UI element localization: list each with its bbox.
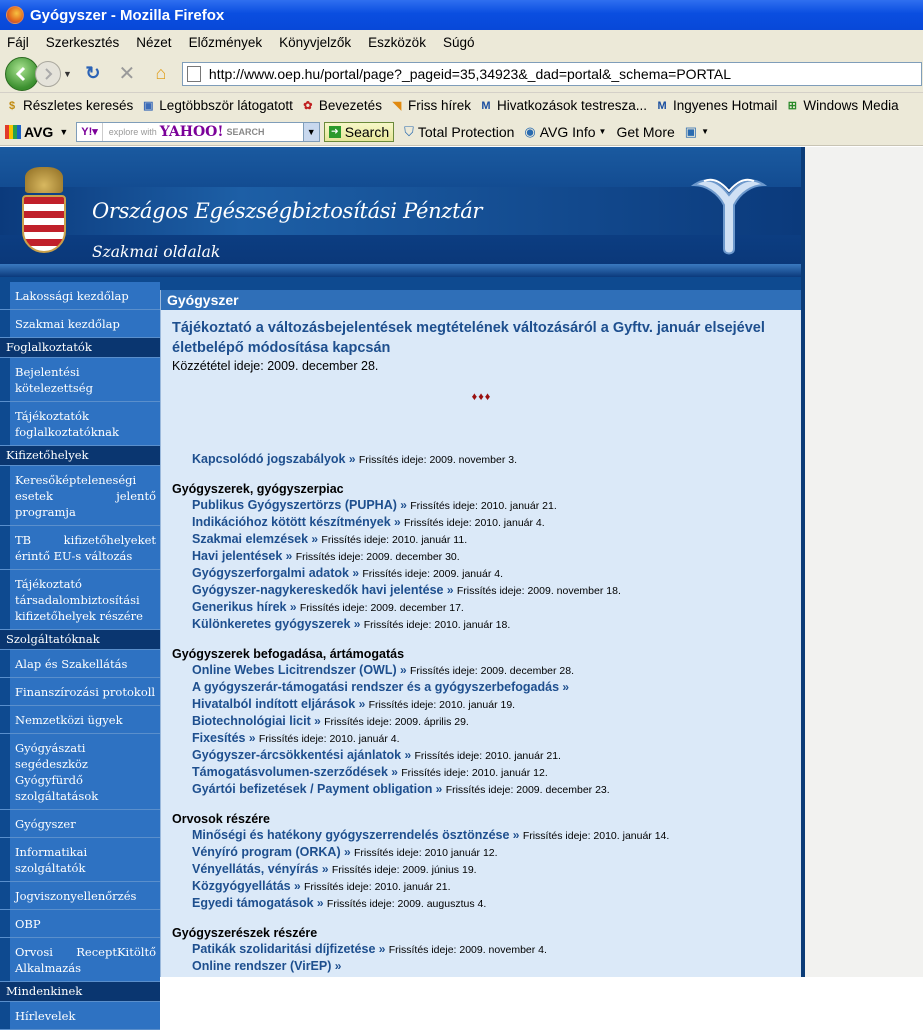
content-link[interactable]: Online rendszer (VirEP) [192, 959, 332, 973]
list-item [172, 696, 791, 713]
list-item [172, 730, 791, 747]
section-heading: Gyógyszerészek részére [172, 926, 318, 940]
raquo-icon: » [355, 697, 369, 711]
yahoo-dropdown-icon[interactable]: ▼ [303, 123, 319, 141]
site-frame [0, 147, 805, 1023]
raquo-icon: » [331, 959, 342, 973]
sidebar-item[interactable]: Gyógyászati segédeszköz Gyógyfürdő szolgáltatások [0, 734, 160, 810]
raquo-icon: » [375, 942, 389, 956]
sidebar-item[interactable]: Keresőképteleneségi esetek jelentő programja [0, 466, 160, 526]
list-item [172, 878, 791, 895]
update-date: Frissítés ideje: 2009. december 23. [445, 784, 610, 796]
sidebar-section-heading: Szolgáltatóknak [0, 630, 160, 650]
list-item [172, 662, 791, 679]
list-item [172, 844, 791, 861]
site-title: Országos Egészségbiztosítási Pénztár [92, 199, 483, 223]
update-date: Frissítés ideje: 2010. január 18. [363, 619, 511, 631]
content-link[interactable]: Indikációhoz kötött készítmények [192, 515, 391, 529]
bookmark-item[interactable]: ✿ Bevezetés [301, 98, 382, 113]
section-heading: Gyógyszerek, gyógyszerpiac [172, 482, 344, 496]
list-item [172, 827, 791, 844]
page-icon: ▣ [143, 99, 154, 112]
reload-icon[interactable]: ↻ [85, 63, 101, 83]
raquo-icon: » [509, 828, 523, 842]
link-section [172, 451, 791, 468]
update-date: Frissítés ideje: 2009. december 28. [410, 665, 575, 677]
content-link[interactable]: Vényíró program (ORKA) [192, 845, 341, 859]
sidebar-item[interactable]: Informatikai szolgáltatók [0, 838, 160, 882]
raquo-icon: » [401, 748, 415, 762]
coat-of-arms-icon [20, 167, 68, 255]
navigation-toolbar [0, 55, 923, 93]
raquo-icon: » [318, 862, 332, 876]
update-date: Frissítés ideje: 2010. január 14. [522, 830, 670, 842]
bookmark-item[interactable]: ◥ Friss hírek [390, 98, 471, 113]
windows-icon: ⊞ [787, 99, 797, 112]
content-link[interactable]: Fixesítés [192, 731, 246, 745]
raquo-icon: » [396, 663, 411, 677]
home-icon[interactable]: ⌂ [155, 63, 167, 83]
menu-item[interactable]: Könyvjelzők [279, 35, 352, 50]
list-item [172, 895, 791, 912]
list-item [172, 531, 791, 548]
update-date: Frissítés ideje: 2010. január 21. [414, 750, 561, 762]
menu-item[interactable]: Eszközök [368, 35, 426, 50]
sidebar-nav [0, 282, 160, 1023]
folder-icon: $ [8, 99, 16, 112]
firefox-icon [6, 6, 24, 24]
page-background [805, 147, 923, 977]
menu-item[interactable]: Előzmények [188, 35, 263, 50]
raquo-icon: » [396, 498, 411, 512]
raquo-icon: » [443, 583, 457, 597]
raquo-icon: » [282, 549, 296, 563]
sidebar-item[interactable]: TB kifizetőhelyeket érintő EU-s változás [0, 526, 160, 570]
content-link[interactable]: Gyógyszer-nagykereskedők havi jelentése [192, 583, 444, 597]
raquo-icon: » [308, 532, 322, 546]
bookmark-item[interactable]: ⊞ Windows Media [785, 98, 898, 113]
update-date: Frissítés ideje: 2010 január 12. [353, 847, 498, 859]
bookmarks-toolbar [0, 93, 923, 118]
yahoo-search-box[interactable] [76, 122, 320, 142]
msn-icon: M [657, 99, 667, 112]
bookmark-item[interactable]: M Ingyenes Hotmail [655, 98, 777, 113]
update-date: Frissítés ideje: 2009. november 18. [456, 585, 621, 597]
list-item [172, 764, 791, 781]
window-titlebar [0, 0, 923, 30]
list-item [172, 582, 791, 599]
sidebar-item[interactable]: Nemzetközi ügyek [0, 706, 160, 734]
options-button[interactable]: ▣ ▼ [684, 123, 710, 139]
raquo-icon: » [290, 879, 304, 893]
update-date: Frissítés ideje: 2010. január 4. [258, 733, 400, 745]
link-section [172, 647, 791, 798]
content-link[interactable]: Minőségi és hatékony gyógyszerrendelés ösztönzése [192, 828, 510, 842]
content-link[interactable]: Közgyógyellátás [192, 879, 291, 893]
list-item [172, 958, 791, 975]
list-item [172, 941, 791, 958]
main-content [160, 290, 801, 977]
list-item [172, 565, 791, 582]
list-item [172, 781, 791, 798]
sidebar-item[interactable]: Bejelentési kötelezettség [0, 358, 160, 402]
get-more-button[interactable]: Get More [616, 123, 675, 140]
update-date: Frissítés ideje: 2009. augusztus 4. [326, 898, 487, 910]
content-link[interactable]: Kapcsolódó jogszabályok [192, 452, 346, 466]
section-heading: Gyógyszerek befogadása, ártámogatás [172, 647, 405, 661]
list-item [172, 713, 791, 730]
forward-button[interactable] [35, 61, 61, 87]
sidebar-item[interactable]: Tájékoztató társadalombiztosítási kifizetőhelyek részére [0, 570, 160, 630]
forward-arrow-icon [42, 68, 54, 80]
avg-info-button[interactable]: ◉ AVG Info ▼ [524, 123, 607, 140]
update-date: Frissítés ideje: 2009. január 4. [362, 568, 504, 580]
sidebar-section-heading: Kifizetőhelyek [0, 446, 160, 466]
raquo-icon: » [245, 731, 259, 745]
sidebar-item[interactable]: Orvosi ReceptKitöltő Alkalmazás [0, 938, 160, 982]
menu-bar [0, 30, 923, 55]
options-icon: ▣ [684, 123, 698, 139]
history-dropdown-icon[interactable]: ▼ [63, 68, 72, 79]
yahoo-search-input[interactable]: explore with YAHOO! SEARCH [108, 123, 265, 140]
bevezetes-icon: ✿ [303, 99, 313, 112]
update-date: Frissítés ideje: 2010. január 12. [401, 767, 548, 779]
site-subtitle: Szakmai oldalak [92, 243, 221, 261]
list-item [172, 747, 791, 764]
content-link[interactable]: Vényellátás, vényírás [192, 862, 319, 876]
sidebar-item[interactable]: Hírlevelek [0, 1002, 160, 1030]
content-link[interactable]: Generikus hírek [192, 600, 287, 614]
bookmark-item[interactable]: $ Részletes keresés [5, 98, 133, 113]
shield-icon: ⛉ [404, 123, 414, 139]
update-date: Frissítés ideje: 2010. január 11. [321, 534, 468, 546]
list-item [172, 599, 791, 616]
page-icon [187, 66, 201, 82]
link-section [172, 926, 791, 975]
globe-icon: ◉ [524, 123, 536, 139]
sidebar-item[interactable]: Finanszírozási protokoll [0, 678, 160, 706]
content-link[interactable]: Online Webes Licitrendszer (OWL) [192, 663, 397, 677]
sidebar-item[interactable]: Tájékoztatók foglalkoztatóknak [0, 402, 160, 446]
yahoo-icon[interactable]: Y!▾ [77, 123, 103, 141]
rss-icon: ◥ [392, 99, 402, 112]
content-link[interactable]: Hivatalból indított eljárások [192, 697, 356, 711]
raquo-icon: » [387, 765, 402, 779]
msn-icon: M [481, 99, 491, 112]
search-button[interactable]: ➜ Search [324, 122, 394, 142]
update-date: Frissítés ideje: 2009. június 19. [331, 864, 477, 876]
update-date: Frissítés ideje: 2010. január 4. [404, 517, 545, 529]
raquo-icon: » [310, 714, 325, 728]
window-title: Gyógyszer - Mozilla Firefox [30, 6, 225, 24]
content-link[interactable]: Havi jelentések [192, 549, 283, 563]
divider-diamonds: ♦♦♦ [471, 391, 492, 403]
raquo-icon: » [349, 566, 363, 580]
update-date: Frissítés ideje: 2010. január 21. [303, 881, 451, 893]
page-title: Gyógyszer [161, 290, 801, 310]
content-link[interactable]: Támogatásvolumen-szerződések [192, 765, 388, 779]
sidebar-item[interactable]: Gyógyszer [0, 810, 160, 838]
link-section [172, 482, 791, 633]
url-bar[interactable] [182, 62, 922, 86]
raquo-icon: » [345, 452, 359, 466]
update-date: Frissítés ideje: 2009. december 30. [295, 551, 460, 563]
list-item [172, 861, 791, 878]
list-item [172, 514, 791, 531]
url-text[interactable]: http://www.oep.hu/portal/page?_pageid=35,34923&_dad=portal&_schema=PORTAL [208, 65, 732, 82]
bookmark-item[interactable]: ▣ Legtöbbször látogatott [143, 98, 293, 113]
sidebar-item[interactable]: OBP [0, 910, 160, 938]
update-date: Frissítés ideje: 2009. december 17. [299, 602, 464, 614]
menu-item[interactable]: Szerkesztés [45, 35, 120, 50]
content-link[interactable]: Szakmai elemzések [192, 532, 309, 546]
content-link[interactable]: Egyedi támogatások [192, 896, 314, 910]
content-link[interactable]: Különkeretes gyógyszerek [192, 617, 351, 631]
stop-icon[interactable]: ✕ [118, 63, 136, 85]
list-item [172, 497, 791, 514]
content-link[interactable]: Gyógyszerforgalmi adatok [192, 566, 349, 580]
menu-item[interactable]: Nézet [136, 35, 172, 50]
publish-date: Közzététel ideje: 2009. december 28. [172, 359, 379, 373]
oep-logo-icon [690, 165, 768, 257]
link-section [172, 812, 791, 912]
avg-dropdown-icon[interactable]: ▼ [59, 126, 69, 137]
total-protection-button[interactable]: ⛉ Total Protection [404, 123, 515, 140]
raquo-icon: » [340, 845, 354, 859]
bookmark-item[interactable]: M Hivatkozások testresza... [479, 98, 647, 113]
sidebar-item[interactable]: Jogviszonyellenőrzés [0, 882, 160, 910]
content-link[interactable]: Biotechnológiai licit [192, 714, 311, 728]
link-sections [172, 451, 791, 975]
list-item [172, 616, 791, 633]
sidebar-item[interactable]: Szakmai kezdőlap [0, 310, 160, 338]
update-date: Frissítés ideje: 2009. november 3. [358, 454, 518, 466]
avg-toolbar [0, 118, 923, 146]
header-stripe [0, 264, 801, 277]
raquo-icon: » [350, 617, 364, 631]
site-header [0, 147, 801, 277]
sidebar-section-heading: Mindenkinek [0, 982, 160, 1002]
back-arrow-icon [14, 66, 30, 82]
list-item [172, 451, 791, 468]
avg-logo[interactable]: AVG ▼ [5, 124, 68, 140]
notice-link[interactable]: Tájékoztató a változásbejelentések megtételének változásáról a Gyftv. január elsejével életbelépő módosítása kapcsán [172, 320, 765, 356]
menu-item[interactable]: Fájl [7, 35, 29, 50]
sidebar-section-heading: Foglalkoztatók [0, 338, 160, 358]
raquo-icon: » [390, 515, 405, 529]
content-link[interactable]: A gyógyszerár-támogatási rendszer és a gyógyszerbefogadás [192, 680, 560, 694]
update-date: Frissítés ideje: 2010. január 19. [368, 699, 516, 711]
sidebar-item[interactable]: Alap és Szakellátás [0, 650, 160, 678]
update-date: Frissítés ideje: 2009. november 4. [388, 944, 547, 956]
list-item [172, 548, 791, 565]
search-arrow-icon: ➜ [329, 126, 341, 138]
sidebar-item[interactable]: Lakossági kezdőlap [0, 282, 160, 310]
content-link[interactable]: Publikus Gyógyszertörzs (PUPHA) [192, 498, 397, 512]
raquo-icon: » [559, 680, 570, 694]
content-link[interactable]: Patikák szolidaritási díjfizetése [192, 942, 376, 956]
update-date: Frissítés ideje: 2009. április 29. [324, 716, 469, 728]
raquo-icon: » [432, 782, 446, 796]
raquo-icon: » [313, 896, 327, 910]
section-heading: Orvosok részére [172, 812, 270, 826]
menu-item[interactable]: Súgó [442, 35, 475, 50]
avg-icon [5, 125, 21, 139]
content-link[interactable]: Gyógyszer-árcsökkentési ajánlatok [192, 748, 402, 762]
update-date: Frissítés ideje: 2010. január 21. [410, 500, 557, 512]
list-item [172, 679, 791, 696]
back-button[interactable] [5, 57, 39, 91]
content-link[interactable]: Gyártói befizetések / Payment obligation [192, 782, 433, 796]
raquo-icon: » [286, 600, 300, 614]
